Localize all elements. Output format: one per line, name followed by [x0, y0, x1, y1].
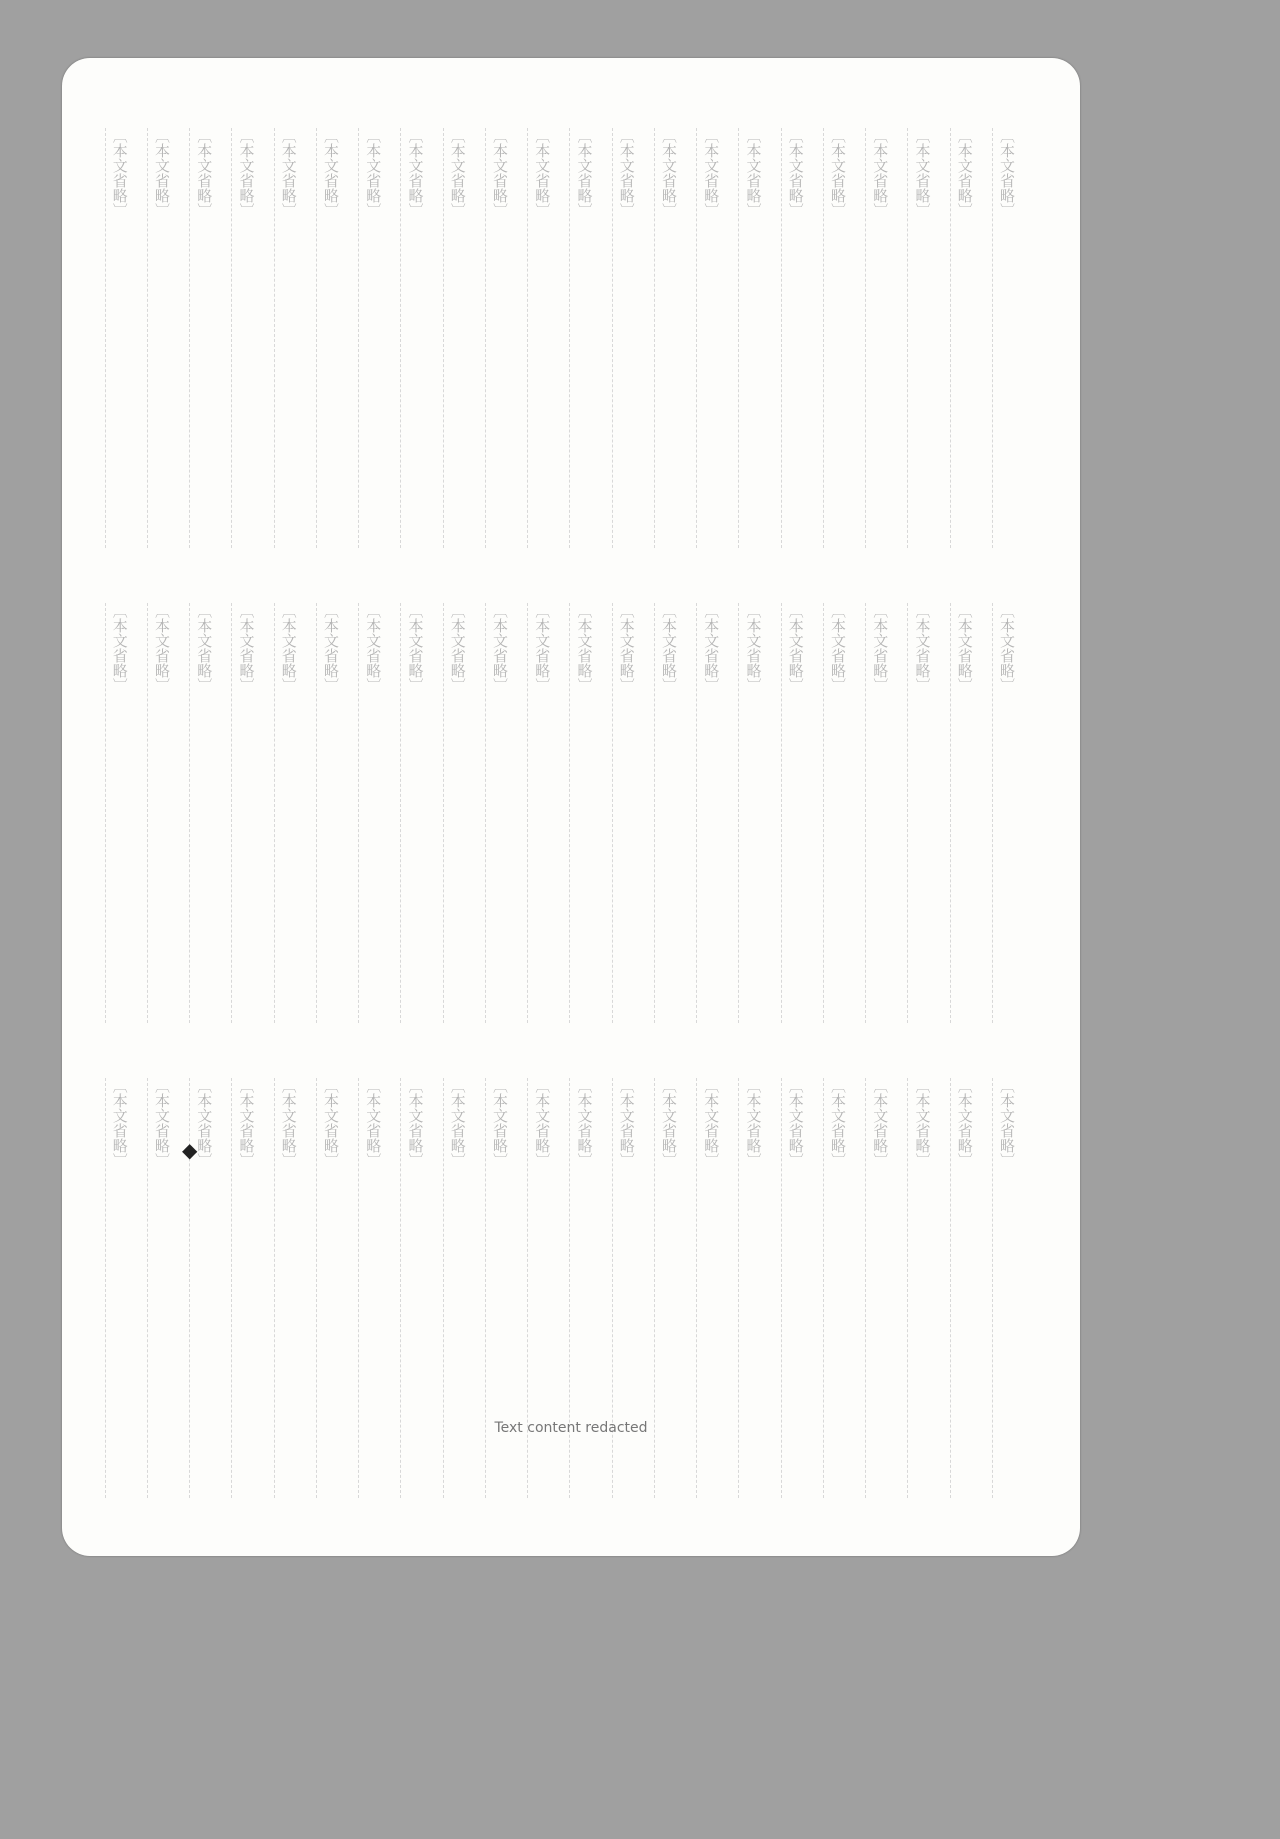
text-column-redacted: 〔本文省略〕 — [485, 1078, 513, 1498]
text-band-middle — [105, 603, 1021, 1023]
text-column-redacted: 〔本文省略〕 — [781, 603, 809, 1023]
text-column-redacted: 〔本文省略〕 — [316, 603, 344, 1023]
text-column-redacted: 〔本文省略〕 — [781, 128, 809, 548]
text-column-redacted: 〔本文省略〕 — [738, 1078, 766, 1498]
text-column-redacted: 〔本文省略〕 — [189, 128, 217, 548]
text-column-redacted: 〔本文省略〕 — [189, 1078, 217, 1498]
text-column-redacted: 〔本文省略〕 — [358, 128, 386, 548]
text-column-redacted: 〔本文省略〕 — [823, 1078, 851, 1498]
text-column-redacted: 〔本文省略〕 — [738, 603, 766, 1023]
text-column-redacted: 〔本文省略〕 — [823, 128, 851, 548]
text-column-redacted: 〔本文省略〕 — [189, 603, 217, 1023]
text-column-redacted: 〔本文省略〕 — [274, 128, 302, 548]
text-column-redacted: 〔本文省略〕 — [823, 603, 851, 1023]
text-column-redacted: 〔本文省略〕 — [231, 1078, 259, 1498]
text-column-redacted: 〔本文省略〕 — [231, 603, 259, 1023]
text-column-redacted: 〔本文省略〕 — [400, 603, 428, 1023]
document-page — [62, 58, 1080, 1556]
text-column-redacted: 〔本文省略〕 — [485, 128, 513, 548]
text-column-redacted: 〔本文省略〕 — [274, 603, 302, 1023]
text-column-redacted: 〔本文省略〕 — [569, 128, 597, 548]
text-column-redacted: 〔本文省略〕 — [400, 128, 428, 548]
text-column-redacted: 〔本文省略〕 — [738, 128, 766, 548]
text-column-redacted: 〔本文省略〕 — [992, 1078, 1020, 1498]
text-column-redacted: 〔本文省略〕 — [696, 603, 724, 1023]
text-column-redacted: 〔本文省略〕 — [612, 1078, 640, 1498]
text-column-redacted: 〔本文省略〕 — [527, 1078, 555, 1498]
text-column-redacted: 〔本文省略〕 — [569, 1078, 597, 1498]
text-column-redacted: 〔本文省略〕 — [527, 128, 555, 548]
text-column-redacted: 〔本文省略〕 — [443, 128, 471, 548]
text-column-redacted: 〔本文省略〕 — [612, 128, 640, 548]
text-column-redacted: 〔本文省略〕 — [358, 603, 386, 1023]
text-column-redacted: 〔本文省略〕 — [105, 128, 133, 548]
text-column-redacted: 〔本文省略〕 — [865, 603, 893, 1023]
text-column-redacted: 〔本文省略〕 — [865, 128, 893, 548]
text-column-redacted: 〔本文省略〕 — [485, 603, 513, 1023]
text-column-redacted: 〔本文省略〕 — [950, 603, 978, 1023]
text-column-redacted: 〔本文省略〕 — [696, 1078, 724, 1498]
text-band-top — [105, 128, 1021, 548]
text-column-redacted: 〔本文省略〕 — [696, 128, 724, 548]
text-column-redacted: 〔本文省略〕 — [147, 1078, 175, 1498]
text-column-redacted: 〔本文省略〕 — [316, 1078, 344, 1498]
text-column-redacted: 〔本文省略〕 — [527, 603, 555, 1023]
text-column-redacted: 〔本文省略〕 — [569, 603, 597, 1023]
text-column-redacted: 〔本文省略〕 — [950, 128, 978, 548]
text-column-redacted: 〔本文省略〕 — [105, 603, 133, 1023]
text-column-redacted: 〔本文省略〕 — [400, 1078, 428, 1498]
section-diamond-marker: ◆ — [182, 1138, 198, 1162]
text-column-redacted: 〔本文省略〕 — [907, 128, 935, 548]
text-column-redacted: 〔本文省略〕 — [147, 128, 175, 548]
text-column-redacted: 〔本文省略〕 — [443, 603, 471, 1023]
text-column-redacted: 〔本文省略〕 — [992, 128, 1020, 548]
redaction-notice: Text content redacted — [494, 1420, 648, 1436]
text-column-redacted: 〔本文省略〕 — [654, 1078, 682, 1498]
text-column-redacted: 〔本文省略〕 — [612, 603, 640, 1023]
text-column-redacted: 〔本文省略〕 — [907, 603, 935, 1023]
text-column-redacted: 〔本文省略〕 — [274, 1078, 302, 1498]
text-column-redacted: 〔本文省略〕 — [781, 1078, 809, 1498]
text-column-redacted: 〔本文省略〕 — [231, 128, 259, 548]
text-column-redacted: 〔本文省略〕 — [316, 128, 344, 548]
text-column-redacted: 〔本文省略〕 — [865, 1078, 893, 1498]
text-column-redacted: 〔本文省略〕 — [358, 1078, 386, 1498]
text-column-redacted: 〔本文省略〕 — [907, 1078, 935, 1498]
text-column-redacted: 〔本文省略〕 — [443, 1078, 471, 1498]
text-column-redacted: 〔本文省略〕 — [654, 128, 682, 548]
text-column-redacted: 〔本文省略〕 — [654, 603, 682, 1023]
text-column-redacted: 〔本文省略〕 — [992, 603, 1020, 1023]
text-column-redacted: 〔本文省略〕 — [105, 1078, 133, 1498]
text-column-redacted: 〔本文省略〕 — [950, 1078, 978, 1498]
text-column-redacted: 〔本文省略〕 — [147, 603, 175, 1023]
